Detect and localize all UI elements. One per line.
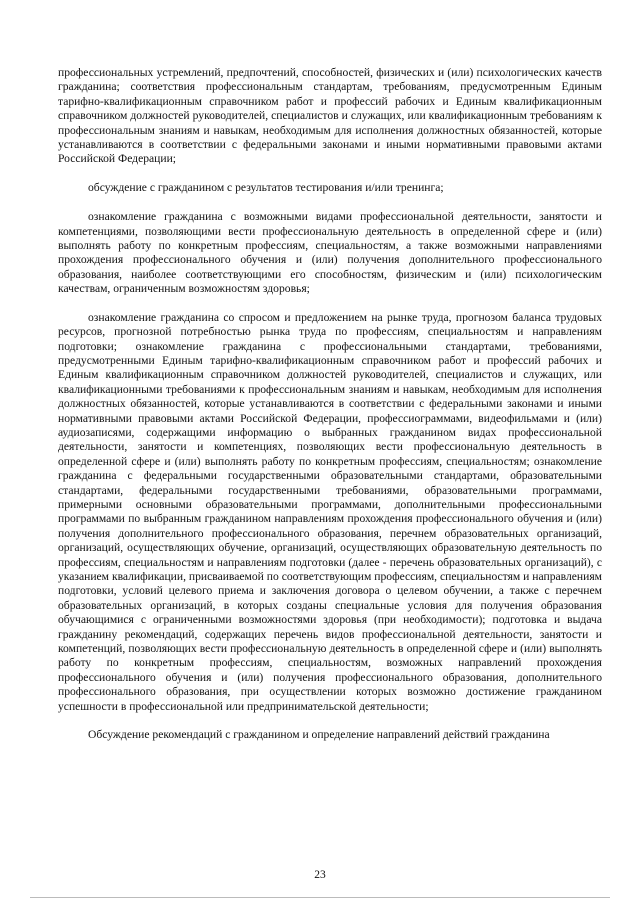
paragraph-continuation: профессиональных устремлений, предпочтений, способностей, физических и (или) психологических качеств гражданина; соответствия профессиональным стандартам, требованиям, предусмотренным Единым тарифно-квалификационным справочником работ и профессий рабочих и Единым квалификационным справочником должностей руководителей, специалистов и служащих, или квалификационным требованиям к профессиональным знаниям и навыкам, необходимым для исполнения должностных обязанностей, которые устанавливаются в соответствии с федеральными законами и иными нормативными правовыми актами Российской Федерации; [58, 66, 602, 166]
page-number: 23 [314, 869, 326, 881]
paragraph-familiarization-activities: ознакомление гражданина с возможными видами профессиональной деятельности, занятости и компетенциями, позволяющими вести профессиональную деятельность в определенной сфере и (или) выполнять работу по конкретным профессиям, специальностям, а также возможными направлениями прохождения профессионального обучения и (или) получения дополнительного профессионального образования, наиболее соответствующими его способностям, физическим и (или) психологическим качествам, ограниченным возможностям здоровья; [58, 210, 602, 296]
document-body [58, 66, 602, 742]
paragraph-labor-market: ознакомление гражданина со спросом и предложением на рынке труда, прогнозом баланса трудовых ресурсов, прогнозной потребностью рынка труда по профессиям, специальностям и направлениям подготовки; ознакомление гражданина с профессиональными стандартами, требованиями, предусмотренными Единым тарифно-квалификационным справочником работ и профессий рабочих и Единым квалификационным справочником должностей руководителей, специалистов и служащих, или квалификационными требованиями к профессиональным знаниям и навыкам, необходимым для исполнения должностных обязанностей, которые устанавливаются в соответствии с федеральными законами и иными нормативными правовыми актами Российской Федерации, профессиограммами, видеофильмами и (или) аудиозаписями, содержащими информацию о выбранных гражданином видах профессиональной деятельности, занятости и компетенциях, позволяющих вести профессиональную деятельность в определенной сфере и (или) выполнять работу по конкретным профессиям, специальностям; ознакомление гражданина с федеральными государственными образовательными стандартами, образовательными стандартами, федеральными государственными требованиями, образовательными программами, примерными основными образовательными программами, дополнительными профессиональными программами по выбранным гражданином направлениям прохождения профессионального обучения и (или) получения дополнительного профессионального образования, перечнем образовательных организаций, организаций, осуществляющих обучение, организаций, осуществляющих образовательную деятельность по профессиям, специальностям и направлениям подготовки (далее - перечень образовательных организаций), с указанием квалификации, присваиваемой по соответствующим профессиям, специальностям и направлениям подготовки, условий целевого приема и заключения договора о целевом обучении, а также с перечнем образовательных организаций, в которых созданы специальные условия для получения образования обучающимися с ограниченными возможностями здоровья (при необходимости); подготовка и выдача гражданину рекомендаций, содержащих перечень видов профессиональной деятельности, занятости и компетенций, позволяющих вести профессиональную деятельность в определенной сфере и (или) выполнять работу по конкретным профессиям, специальностям, возможных направлений прохождения профессионального обучения и (или) получения профессионального образования, дополнительного профессионального образования, при осуществлении которых возможно достижение гражданином успешности в профессиональной или предпринимательской деятельности; [58, 310, 602, 713]
scan-divider [30, 897, 610, 898]
paragraph-test-discussion: обсуждение с гражданином с результатов тестирования и/или тренинга; [88, 180, 444, 194]
paragraph-recommendations-discussion: Обсуждение рекомендаций с гражданином и определение направлений действий гражданина [88, 728, 550, 742]
